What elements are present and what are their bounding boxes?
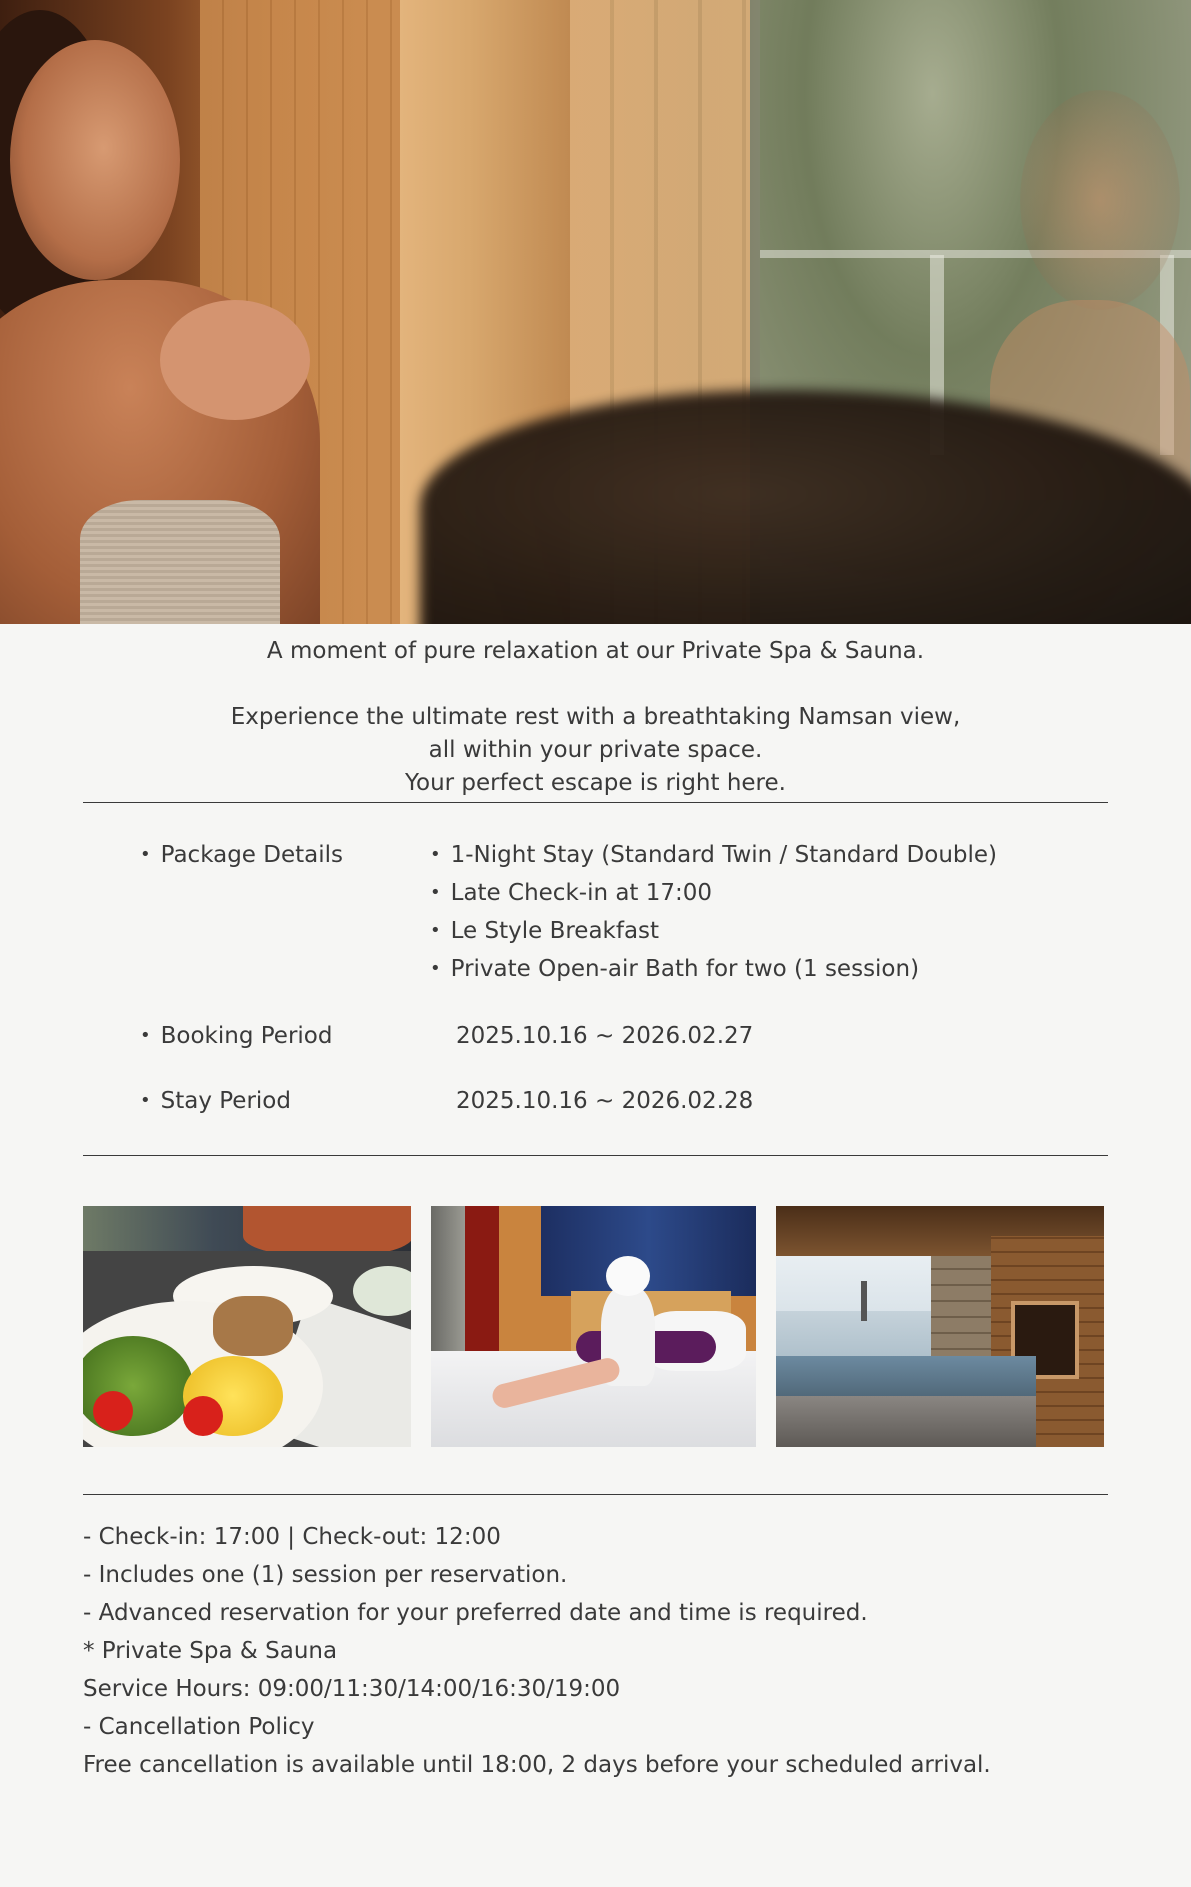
divider xyxy=(83,1494,1108,1495)
intro-body xyxy=(0,701,1191,800)
package-item: • Le Style Breakfast xyxy=(430,912,659,952)
hero-spa-sauna-photo xyxy=(0,0,1191,624)
intro-line: Experience the ultimate rest with a breathtaking Namsan view, xyxy=(230,704,961,730)
open-air-bath-photo xyxy=(776,1206,1104,1447)
booking-period-label: • Booking Period xyxy=(140,1017,332,1057)
divider xyxy=(83,802,1108,803)
stay-period-label: • Stay Period xyxy=(140,1082,291,1122)
package-details-label: • Package Details xyxy=(140,836,343,876)
booking-period-value: 2025.10.16 ~ 2026.02.27 xyxy=(456,1023,754,1049)
package-item: • 1-Night Stay (Standard Twin / Standard Double) xyxy=(430,836,997,876)
divider xyxy=(83,1155,1108,1156)
note-service-hours: Service Hours: 09:00/11:30/14:00/16:30/19:00 xyxy=(83,1676,621,1702)
intro-headline: A moment of pure relaxation at our Private Spa & Sauna. xyxy=(266,638,925,664)
package-item: • Late Check-in at 17:00 xyxy=(430,874,712,914)
package-item: • Private Open-air Bath for two (1 session) xyxy=(430,950,919,990)
breakfast-photo xyxy=(83,1206,411,1447)
note-session: - Includes one (1) session per reservation. xyxy=(83,1562,568,1588)
note-check-in-out: - Check-in: 17:00 | Check-out: 12:00 xyxy=(83,1524,501,1550)
note-spa-heading: * Private Spa & Sauna xyxy=(83,1638,338,1664)
note-cancellation-policy: Free cancellation is available until 18:00, 2 days before your scheduled arrival. xyxy=(83,1752,991,1778)
note-reservation: - Advanced reservation for your preferred date and time is required. xyxy=(83,1600,868,1626)
intro-line: all within your private space. xyxy=(428,737,763,763)
note-cancellation-heading: - Cancellation Policy xyxy=(83,1714,315,1740)
stay-period-value: 2025.10.16 ~ 2026.02.28 xyxy=(456,1088,754,1114)
guest-room-photo xyxy=(431,1206,756,1447)
intro-line: Your perfect escape is right here. xyxy=(405,770,786,796)
